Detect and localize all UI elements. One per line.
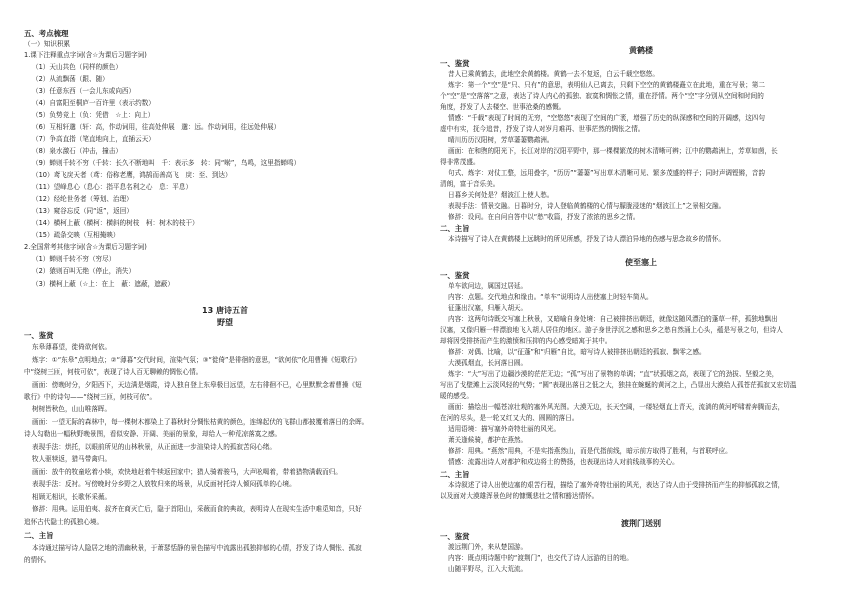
poem-line: 日暮乡关何处是？烟波江上使人愁。	[448, 191, 554, 199]
analysis-line: 个“空”是“空落落”之意，表达了诗人内心的孤独、寂寞和惆怅之情，重在抒情。两个“空”字分别从空间和时间的	[440, 92, 764, 100]
vocab-item: （3）任意东西（一会儿东或向西）	[32, 87, 136, 95]
analysis-line: 内容：既点明诗题中的“渡荆门”，也交代了诗人远游的目的地。	[448, 554, 633, 562]
analysis-line: 中“绕树三匝，何枝可依”，表现了诗人百无聊赖的惆怅心情。	[24, 368, 203, 376]
analysis-line: 得非常茂盛。	[440, 158, 480, 166]
analysis-line: 画面：描绘出一幅苍凉壮观的塞外风光图。大漠无边，长天空阔，一缕轻烟直上青天，流淌的黄河呼啸着奔腾而去，	[448, 403, 785, 411]
analysis-line: 适用语境：描写塞外奇特壮丽的风光。	[448, 425, 561, 433]
analysis-line: 画面：傍晚时分，夕阳西下，天边满是烟霞，诗人独自登上东皋极目远望，左右徘徊不已，心里默默念着曹操《短	[32, 381, 362, 389]
analysis-line: 暖的感受。	[440, 392, 473, 400]
vocab-item: （1）蝉则千转不穷（穷尽）	[32, 255, 116, 263]
analysis-line: 炼字：第一个“空”是“只、只有”的意思，表明仙人已离去，只剩下空空的黄鹤楼矗立在此地，重在写景；第二	[448, 81, 765, 89]
analysis-line: 修辞：用典。运用伯夷、叔齐在商灭亡后，隐于首阳山，采薇而食的典故，表明诗人在现实生活中难觅知音，只好	[32, 505, 362, 513]
poem-line: 昔人已乘黄鹤去，此地空余黄鹤楼。黄鹤一去不复返，白云千载空悠悠。	[448, 70, 659, 78]
analysis-line: 修辞：对偶、比喻，以“征蓬”和“归雁”自比，暗写诗人被排挤出朝廷的孤寂、飘零之感。	[448, 348, 706, 356]
vocab-item: （7）争高直指（笔直地向上，直插云天）	[32, 135, 155, 143]
vocab-group-title: 1.课下注释重点字词(含☆为课后习题字词)	[24, 51, 147, 59]
analysis-line: 写出了戈壁滩上云淡风轻的气势；“圆”表现出落日之低之大，独挂在蜿蜒的黄河之上，凸显出大漠给人孤苍茫孤寂又宏切温	[440, 381, 797, 389]
poem-line: 相顾无相识，长歌怀采薇。	[32, 493, 112, 501]
vocab-item: （14）横柯上蔽（横柯：横斜的树枝 柯：树木的枝干）	[32, 219, 199, 227]
analysis-line: 炼字：①“东皋”点明地点；②“薄暮”交代时间，渲染气氛；③“徙倚”是徘徊的意思，“欲何依”化用曹操《短歌行》	[32, 356, 361, 364]
theme-heading: 二、主旨	[440, 470, 470, 479]
poem-line: 牧人驱犊返，猎马带禽归。	[32, 455, 112, 463]
vocab-item: （10）鸢飞戾天者（鸢：俗称老鹰，鸿鹄而善高飞 戾：至、到达）	[32, 171, 232, 179]
poem-title: 渡荆门送别	[621, 519, 661, 528]
poem-title: 使至塞上	[625, 258, 657, 267]
analysis-line: 炼字：“大”写出了边疆沙漠的茫茫无边；“孤”写出了景物的单调；“直”状孤烟之高，表现了它的劲拔、坚毅之美，	[448, 370, 779, 378]
section-heading: 五、考点梳理	[24, 29, 69, 38]
analysis-line: 却将因受排挤而产生的激愤和压抑的内心感受暗寓于其中。	[440, 337, 612, 345]
poem-line: 晴川历历汉阳树，芳草萋萋鹦鹉洲。	[448, 136, 554, 144]
analysis-line: 诗人勾勒出一幅秋野晚景图，看似安静、开阔、美丽的景象，却给人一种荒凉落寞之感。	[24, 430, 282, 438]
vocab-item: （2）猿则百叫无绝（停止，消失）	[32, 267, 136, 275]
analysis-line: 修辞：设问。在自问自答中以“愁”收篇，抒发了浓浓的思乡之情。	[448, 213, 640, 221]
poem-line: 大漠孤烟直，长河落日圆。	[448, 359, 528, 367]
analysis-line: 表现手法：烘托，以眼前所见的山林秋景，从正面进一步渲染诗人的孤寂苦闷心绪。	[32, 443, 276, 451]
analysis-line: 歌行》中的诗句——“绕树三匝，何枝可依”。	[24, 393, 157, 401]
theme-line: 本诗叙述了诗人出使边塞的艰苦行程，描绘了塞外奇特壮丽的风光，表达了诗人由于受排挤而产生的抑郁孤寂之情，	[448, 481, 785, 489]
vocab-item: （5）负势竞上（负：凭借 ☆上：向上）	[32, 111, 155, 119]
analysis-line: 表现手法：情景交融。日暮时分，诗人登临黄鹤楼的心情与朦胧浸迷的“烟波江上”之景相交融。	[448, 202, 726, 210]
analysis-line: 清朗，富于音乐美。	[440, 180, 500, 188]
analysis-line: 画面：一望无际的森林中，每一棵树木都染上了暮秋时分惆怅枯黄的颜色，连绵起伏的飞群山都披覆着落日的余晖。	[32, 418, 369, 426]
poem-line: 单车欲问边，属国过居延。	[448, 282, 528, 290]
theme-line: 以及面对大漠雄浑景色时的慷慨悲壮之情和豁达情怀。	[440, 492, 599, 500]
vocab-item: （6）互相轩邈（轩：高，作动词用，往高处伸展 邈：远。作动词用，往远处伸展）	[32, 123, 281, 131]
theme-heading: 二、主旨	[440, 224, 470, 233]
poem-title: 野望	[217, 318, 233, 327]
poem-title: 黄鹤楼	[629, 46, 653, 55]
vocab-item: （15）疏条交映（互相掩映）	[32, 231, 120, 239]
vocab-item: （2）从流飘荡（跟、随）	[32, 75, 109, 83]
theme-line: 本诗通过描写诗人隐居之地的清幽秋景，于萧瑟恬静的景色描写中流露出孤独抑郁的心情，抒发了诗人惆怅、孤寂	[32, 544, 362, 552]
analysis-line: 在河的尽头，是一轮又红又大的、圆圆的落日。	[440, 414, 579, 422]
appreciation-heading: 一、鉴赏	[440, 59, 470, 68]
vocab-item: （3）横柯上蔽（☆上：在上 蔽：遮蔽，遮蔽）	[32, 280, 174, 288]
vocab-item: （1）天山共色（同样的颜色）	[32, 63, 122, 71]
analysis-line: 情感：“千载”表现了时间的无穷，“空悠悠”表现了空间的广袤，增强了历史的纵深感和空间的开阔感，这四句	[448, 114, 765, 122]
poem-line: 东皋薄暮望，徙倚欲何依。	[32, 343, 112, 351]
poem-line: 树树皆秋色，山山唯落晖。	[32, 405, 112, 413]
lesson-title: 13 唐诗五首	[202, 306, 248, 315]
appreciation-heading: 一、鉴赏	[440, 271, 470, 280]
vocab-item: （8）泉水激石（冲击，撞击）	[32, 147, 122, 155]
analysis-line: 情感：流露出诗人对都护和戍边将士的赞扬，也表现出诗人对前线战事的关心。	[448, 458, 679, 466]
analysis-line: 画面：在和煦的阳光下，长江对岸的汉阳平野中，那一棵棵繁茂的树木清晰可辨；江中的鹦鹉洲上，芳草如茵，长	[448, 147, 778, 155]
analysis-line: 修辞：用典。“燕然”用典，不是实指燕然山，而是代指前线，暗示前方取得了胜利，与首联呼应。	[448, 447, 732, 455]
appreciation-heading: 一、鉴赏	[440, 532, 470, 541]
poem-line: 渡远荆门外，来从楚国游。	[448, 543, 528, 551]
analysis-line: 内容：这两句诗既交写塞上秋景，又暗喻自身处境：自己被排挤出朝廷，就像这随风漂泊的蓬草一样，孤独地飘出	[448, 315, 778, 323]
theme-heading: 二、主旨	[24, 531, 54, 540]
analysis-line: 内容：点题。交代地点和缘由。“单车”说明诗人出使塞上时轻车简从。	[448, 293, 653, 301]
analysis-line: 追怀古代隐士的孤独心境。	[24, 518, 104, 526]
vocab-item: （4）自富阳至桐庐一百许里（表示约数）	[32, 99, 155, 107]
subsection-heading: （一）知识积累	[24, 40, 71, 48]
analysis-line: 汉塞，又像归雁一样漂浪地飞入胡人居住的地区。游子身世浮沉之感和思乡之愁自然涌上心头，蕴是写景之句，但诗人	[440, 326, 783, 334]
analysis-line: 画面：放牛的牧童吆着小犊，欢快地赶着牛犊返回家中；猎人骑着骏马，大声吆喝着，带着猎物满载而归。	[32, 468, 342, 476]
vocab-item: （9）蝉则千转不穷（千转：长久不断地叫 千：表示多 转：同“啭”，鸟鸣，这里指蝉鸣）	[32, 159, 301, 167]
vocab-group-title: 2.全国常考其他字词(含☆为课后习题字词)	[24, 243, 147, 251]
analysis-line: 表现手法：反衬。写傍晚时分乡野之人放牧归来的场景，从反面衬托诗人倾闷孤单的心境。	[32, 480, 296, 488]
poem-line: 萧关逢候骑，都护在燕然。	[448, 436, 528, 444]
appreciation-heading: 一、鉴赏	[24, 331, 54, 340]
theme-line: 的情怀。	[24, 556, 51, 564]
theme-line: 本诗描写了诗人在黄鹤楼上远眺时的所见所感，抒发了诗人漂泊异地的伤感与思念故乡的情怀。	[448, 235, 725, 243]
vocab-item: （12）经纶世务者（筹划、治理）	[32, 195, 133, 203]
vocab-item: （13）窥谷忘反（同“返”，返回）	[32, 207, 133, 215]
poem-line: 征蓬出汉塞，归雁入胡天。	[448, 304, 528, 312]
vocab-item: （11）望峰息心（息心：指平息名利之心 息：平息）	[32, 183, 193, 191]
analysis-line: 句式、炼字：对仗工整，远用叠字，“历历”“萋萋”写出草木清晰可见、繁多茂盛的样子；同时声调铿锵，音韵	[448, 169, 765, 177]
analysis-line: 虚中有实，抚今追昔，抒发了诗人对岁月难再、世事茫然的惆怅之情。	[440, 125, 645, 133]
poem-line: 山随平野尽，江入大荒流。	[448, 565, 528, 573]
analysis-line: 角度，抒发了人去楼空、世事沧桑的感慨。	[440, 103, 566, 111]
